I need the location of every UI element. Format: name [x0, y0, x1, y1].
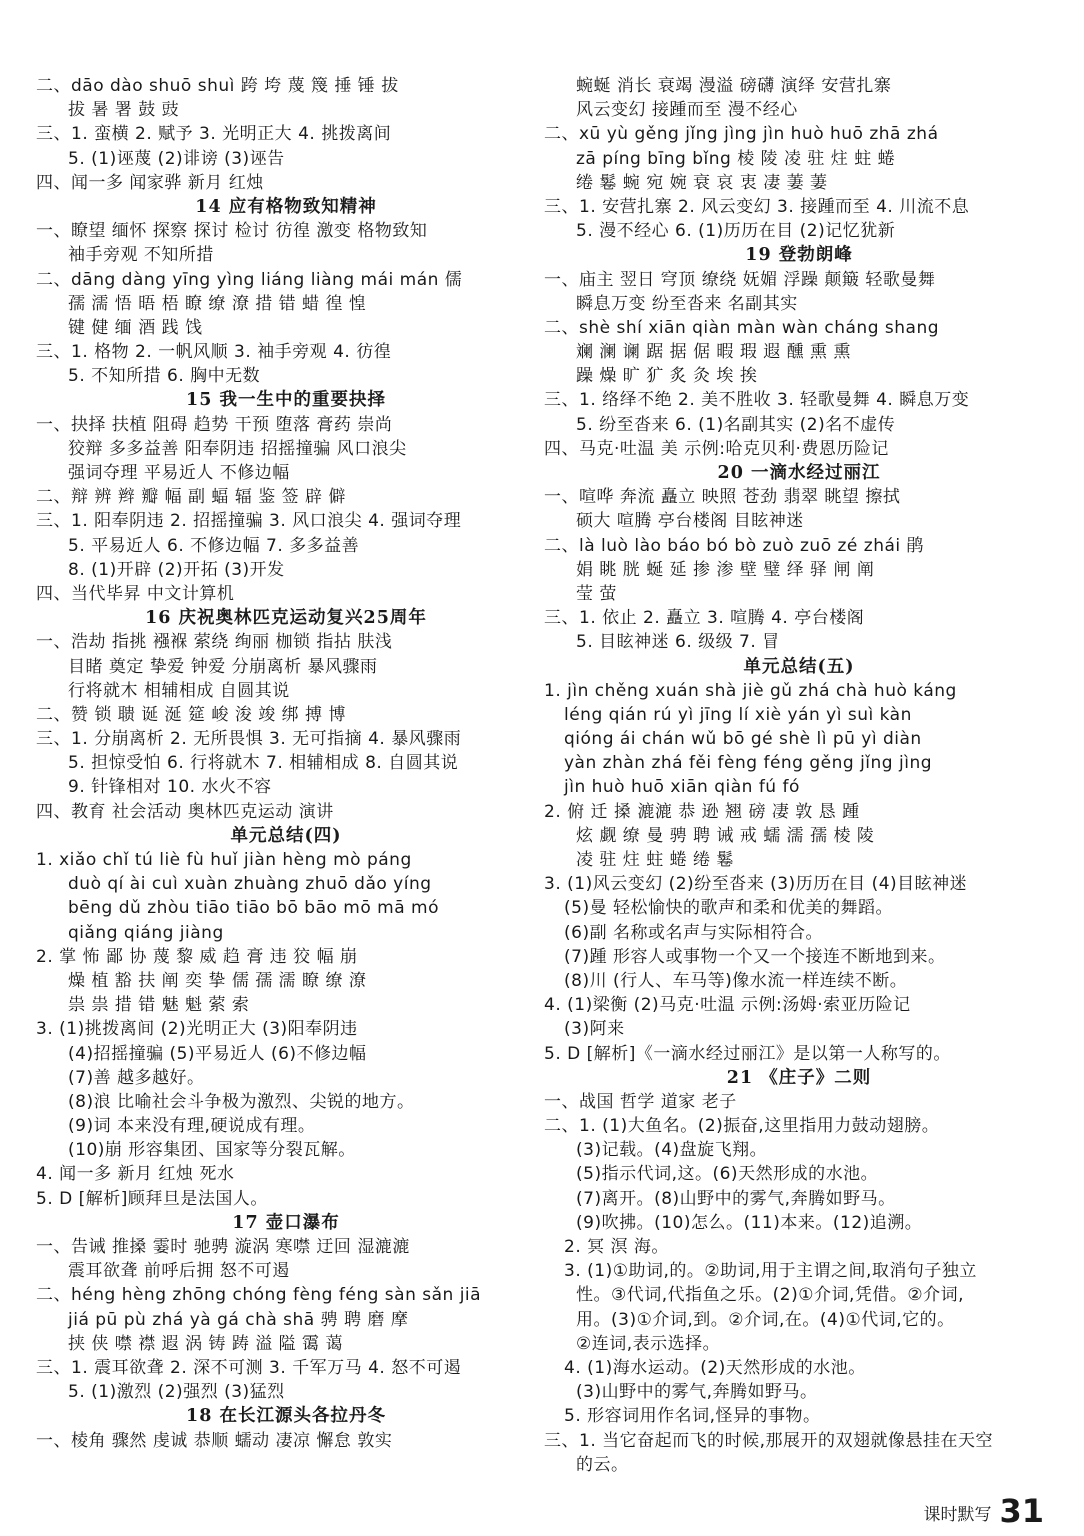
- answer-line: 用。(3)①介词,到。②介词,在。(4)①代词,它的。: [576, 1309, 955, 1330]
- answer-line: 蜿蜒 消长 衰竭 漫溢 磅礴 演绎 安营扎寨: [576, 76, 892, 96]
- section-title: 14 应有格物致知精神: [195, 196, 377, 217]
- answer-line: 5. 目眩神迷 6. 级级 7. 冒: [576, 632, 780, 653]
- answer-line: 二、1. (1)大鱼名。(2)振奋,这里指用力鼓动翅膀。: [544, 1116, 940, 1137]
- answer-line: 挟 侠 噤 襟 遐 涡 铸 踌 溢 隘 霭 蔼: [68, 1333, 343, 1354]
- answer-line: 4. (1)梁衡 (2)马克·吐温 示例:汤姆·索亚历险记: [544, 995, 911, 1016]
- answer-line: qióng ái chán wǔ bō gé shè lì pū yì diàn: [564, 729, 922, 750]
- answer-line: 4. 闻一多 新月 红烛 死水: [36, 1164, 235, 1185]
- answer-line: 一、棱角 骤然 虔诚 恭顺 蠕动 凄凉 懈怠 敦实: [36, 1430, 393, 1451]
- answer-line: yàn zhàn zhá fěi fèng féng gěng jǐng jìng: [564, 753, 933, 774]
- answer-line: 硕大 喧腾 亭台楼阁 目眩神迷: [576, 511, 804, 532]
- answer-line: 狡辩 多多益善 阳奉阴违 招摇撞骗 风口浪尖: [68, 438, 407, 459]
- answer-line: 5. 漫不经心 6. (1)历历在目 (2)记忆犹新: [576, 221, 896, 242]
- answer-line: zā píng bīng bǐng 棱 陵 凌 驻 炷 蛀 蜷: [576, 148, 896, 169]
- answer-line: 5. 平易近人 6. 不修边幅 7. 多多益善: [68, 535, 360, 556]
- footer-brand: 课时默写: [923, 1505, 992, 1525]
- answer-line: (7)踵 形容人或事物一个又一个接连不断地到来。: [564, 946, 946, 967]
- answer-line: 5. 担惊受怕 6. 行将就木 7. 相辅相成 8. 自圆其说: [68, 753, 459, 774]
- answer-line: (8)川 (行人、车马等)像水流一样连续不断。: [564, 970, 908, 991]
- answer-line: 祟 祟 措 错 魅 魁 萦 索: [68, 995, 250, 1016]
- section-title: 16 庆祝奥林匹克运动复兴25周年: [145, 608, 427, 629]
- answer-line: 二、赞 锁 聩 诞 涎 筵 峻 浚 竣 绑 搏 博: [36, 704, 346, 725]
- answer-line: 三、1. 蛮横 2. 赋予 3. 光明正大 4. 挑拨离间: [36, 124, 392, 145]
- answer-line: 斓 澜 谰 踞 据 倨 暇 瑕 遐 醺 熏 熏: [576, 342, 851, 363]
- answer-line: 3. (1)风云变幻 (2)纷至沓来 (3)历历在目 (4)目眩神迷: [544, 874, 968, 895]
- answer-line: 2. 俯 迁 搡 漉漉 恭 逊 翘 磅 凄 敦 恳 踵: [544, 801, 860, 822]
- section-title: 单元总结(四): [230, 825, 342, 846]
- section-title: 18 在长江源头各拉丹冬: [186, 1406, 386, 1427]
- answer-line: 莹 萤: [576, 583, 617, 604]
- answer-line: 二、辩 辨 辫 瓣 幅 副 蝠 辐 鉴 签 辟 僻: [36, 487, 346, 508]
- answer-line: (6)副 名称或名声与实际相符合。: [564, 922, 823, 943]
- answer-line: 三、1. 当它奋起而飞的时候,那展开的双翅就像悬挂在天空: [544, 1430, 994, 1451]
- answer-line: 1. jìn chěng xuán shà jiè gǔ zhá chà huò káng: [544, 680, 957, 701]
- answer-line: 凌 驻 炷 蛀 蜷 绻 鬈: [576, 850, 734, 870]
- answer-line: 5. 纷至沓来 6. (1)名副其实 (2)名不虚传: [576, 414, 896, 435]
- answer-line: 目睹 奠定 挚爱 钟爱 分崩离析 暴风骤雨: [68, 656, 378, 677]
- answer-line: 5. D [解析]顾拜旦是法国人。: [36, 1188, 268, 1209]
- answer-line: (5)指示代词,这。(6)天然形成的水池。: [576, 1164, 879, 1185]
- answer-line: 一、浩劫 指挑 襁褓 萦绕 绚丽 枷锁 指拈 肤浅: [36, 632, 393, 653]
- answer-line: (7)善 越多越好。: [68, 1067, 205, 1088]
- answer-line: 4. (1)海水运动。(2)天然形成的水池。: [564, 1357, 866, 1378]
- answer-line: 5. D [解析]《一滴水经过丽江》是以第一人称写的。: [544, 1043, 951, 1064]
- section-title: 17 壶口瀑布: [232, 1212, 340, 1233]
- answer-line: (5)曼 轻松愉快的歌声和柔和优美的舞蹈。: [564, 898, 893, 919]
- answer-line: 风云变幻 接踵而至 漫不经心: [576, 100, 798, 121]
- answer-line: (10)崩 形容集团、国家等分裂瓦解。: [68, 1140, 356, 1161]
- answer-line: qiǎng qiáng jiàng: [68, 922, 224, 943]
- left-column: [36, 74, 536, 1453]
- answer-line: 四、当代毕昇 中文计算机: [36, 583, 235, 604]
- answer-line: 5. (1)激烈 (2)强烈 (3)猛烈: [68, 1382, 285, 1403]
- answer-line: 强词夺理 平易近人 不修边幅: [68, 463, 290, 483]
- answer-line: (3)山野中的雾气,奔腾如野马。: [576, 1382, 818, 1403]
- answer-line: 一、告诫 推搡 霎时 驰骋 漩涡 寒噤 迂回 湿漉漉: [36, 1237, 410, 1257]
- answer-line: 三、1. 分崩离析 2. 无所畏惧 3. 无可指摘 4. 暴风骤雨: [36, 729, 462, 750]
- answer-line: 行将就木 相辅相成 自圆其说: [68, 680, 290, 701]
- answer-line: 孺 濡 悟 晤 梧 瞭 缭 潦 措 错 蜡 徨 惶: [68, 293, 367, 314]
- answer-line: 8. (1)开辟 (2)开拓 (3)开发: [68, 559, 285, 580]
- section-title: 21 《庄子》二则: [726, 1067, 872, 1088]
- answer-line: 9. 针锋相对 10. 水火不容: [68, 777, 272, 798]
- answer-line: (7)离开。(8)山野中的雾气,奔腾如野马。: [576, 1188, 896, 1209]
- answer-line: 键 健 缅 酒 践 饯: [68, 317, 203, 338]
- answer-line: 2. 掌 怖 鄙 协 蔑 黎 威 趋 膏 违 狡 幅 崩: [36, 946, 358, 967]
- answer-line: 5. 形容词用作名词,怪异的事物。: [564, 1406, 821, 1427]
- section-title: 20 一滴水经过丽江: [717, 463, 881, 483]
- answer-line: 一、喧哗 奔流 矗立 映照 苍劲 翡翠 眺望 擦拭: [544, 487, 901, 508]
- answer-line: 二、dāng dàng yīng yìng liáng liàng mái mán 儒: [36, 269, 463, 290]
- answer-line: bēng dǔ zhòu tiāo tiāo bō bāo mō mā mó: [68, 898, 440, 919]
- answer-line: 的云。: [576, 1454, 629, 1475]
- answer-line: 三、1. 安营扎寨 2. 风云变幻 3. 接踵而至 4. 川流不息: [544, 196, 970, 217]
- answer-line: 二、là luò lào báo bó bò zuò zuō zé zhái 鹃: [544, 535, 925, 556]
- answer-line: 躁 燥 旷 犷 炙 灸 埃 挨: [576, 366, 758, 387]
- answer-line: (8)浪 比喻社会斗争极为激烈、尖锐的地方。: [68, 1091, 415, 1112]
- answer-line: 瞬息万变 纷至沓来 名副其实: [576, 293, 798, 314]
- answer-line: 一、瞭望 缅怀 探察 探讨 检讨 彷徨 激变 格物致知: [36, 221, 428, 242]
- answer-line: 二、shè shí xiān qiàn màn wàn cháng shang: [544, 317, 940, 338]
- answer-line: (3)阿来: [564, 1019, 625, 1040]
- right-column: [544, 74, 1054, 1477]
- answer-line: ②连词,表示选择。: [576, 1333, 721, 1354]
- answer-line: jiá pū pù zhá yà gá chà shā 骋 聘 磨 摩: [68, 1309, 409, 1330]
- answer-line: 袖手旁观 不知所措: [68, 245, 214, 266]
- answer-line: 三、1. 阳奉阴违 2. 招摇撞骗 3. 风口浪尖 4. 强词夺理: [36, 511, 462, 532]
- answer-line: (9)词 本来没有理,硬说成有理。: [68, 1116, 316, 1137]
- answer-line: 3. (1)挑拨离间 (2)光明正大 (3)阳奉阴违: [36, 1019, 358, 1040]
- answer-line: duò qí ài cuì xuàn zhuàng zhuō dǎo yíng: [68, 874, 432, 895]
- page-number: 31: [999, 1492, 1044, 1530]
- answer-line: 一、战国 哲学 道家 老子: [544, 1091, 737, 1112]
- section-title: 19 登勃朗峰: [745, 245, 853, 266]
- answer-line: 三、1. 络绎不绝 2. 美不胜收 3. 轻歌曼舞 4. 瞬息万变: [544, 390, 970, 411]
- answer-line: 三、1. 格物 2. 一帆风顺 3. 袖手旁观 4. 彷徨: [36, 342, 392, 363]
- answer-line: (3)记载。(4)盘旋飞翔。: [576, 1140, 768, 1161]
- answer-line: jìn huò huō xiān qiàn fú fó: [564, 777, 800, 798]
- answer-line: 3. (1)①助词,的。②助词,用于主谓之间,取消句子独立: [564, 1261, 977, 1282]
- answer-line: 燥 植 豁 扶 阐 奕 挚 儒 孺 濡 瞭 缭 潦: [68, 970, 367, 991]
- page-footer: [923, 1492, 1044, 1530]
- answer-line: 性。③代词,代指鱼之乐。(2)①介词,凭借。②介词,: [576, 1285, 965, 1306]
- answer-line: 二、xū yù gěng jǐng jìng jìn huò huō zhā zhá: [544, 124, 939, 145]
- answer-line: 1. xiǎo chǐ tú liè fù huǐ jiàn hèng mò páng: [36, 850, 412, 870]
- section-title: 15 我一生中的重要抉择: [186, 390, 386, 411]
- answer-line: 二、héng hèng zhōng chóng fèng féng sàn sǎn jiā: [36, 1285, 482, 1306]
- answer-line: léng qián rú yì jīng lí xiè yán yì suì kàn: [564, 704, 912, 725]
- answer-line: 一、庙主 翌日 穹顶 缭绕 妩媚 浮躁 颠簸 轻歌曼舞: [544, 269, 936, 290]
- answer-line: 四、教育 社会活动 奥林匹克运动 演讲: [36, 801, 334, 822]
- answer-line: 5. 不知所措 6. 胸中无数: [68, 366, 261, 387]
- answer-line: 拔 暑 署 鼓 豉: [68, 100, 180, 121]
- answer-line: 5. (1)诬蔑 (2)诽谤 (3)诬告: [68, 148, 285, 169]
- answer-line: (4)招摇撞骗 (5)平易近人 (6)不修边幅: [68, 1043, 367, 1064]
- answer-line: 炫 觑 缭 曼 骋 聘 诫 戒 蠕 濡 孺 棱 陵: [576, 825, 875, 846]
- answer-line: 一、抉择 扶植 阻碍 趋势 干预 堕落 膏药 崇尚: [36, 414, 393, 435]
- answer-line: 四、闻一多 闻家骅 新月 红烛: [36, 172, 264, 193]
- answer-line: 三、1. 震耳欲聋 2. 深不可测 3. 千军万马 4. 怒不可遏: [36, 1357, 462, 1378]
- answer-line: 2. 冥 溟 海。: [564, 1237, 669, 1257]
- section-title: 单元总结(五): [743, 656, 855, 677]
- answer-line: (9)吹拂。(10)怎么。(11)本来。(12)追溯。: [576, 1212, 923, 1233]
- answer-line: 三、1. 依止 2. 矗立 3. 喧腾 4. 亭台楼阁: [544, 608, 865, 629]
- answer-line: 娟 眺 胱 蜒 延 掺 渗 壁 璧 绎 驿 闸 阐: [576, 559, 875, 580]
- answer-line: 震耳欲聋 前呼后拥 怒不可遏: [68, 1261, 290, 1282]
- answer-line: 绻 鬈 蜿 宛 婉 衰 哀 衷 凄 萋 萋: [576, 172, 828, 193]
- answer-line: 四、马克·吐温 美 示例:哈克贝利·费恩历险记: [544, 438, 889, 459]
- answer-line: 二、dāo dào shuō shuì 跨 垮 蔑 篾 捶 锤 拔: [36, 76, 399, 96]
